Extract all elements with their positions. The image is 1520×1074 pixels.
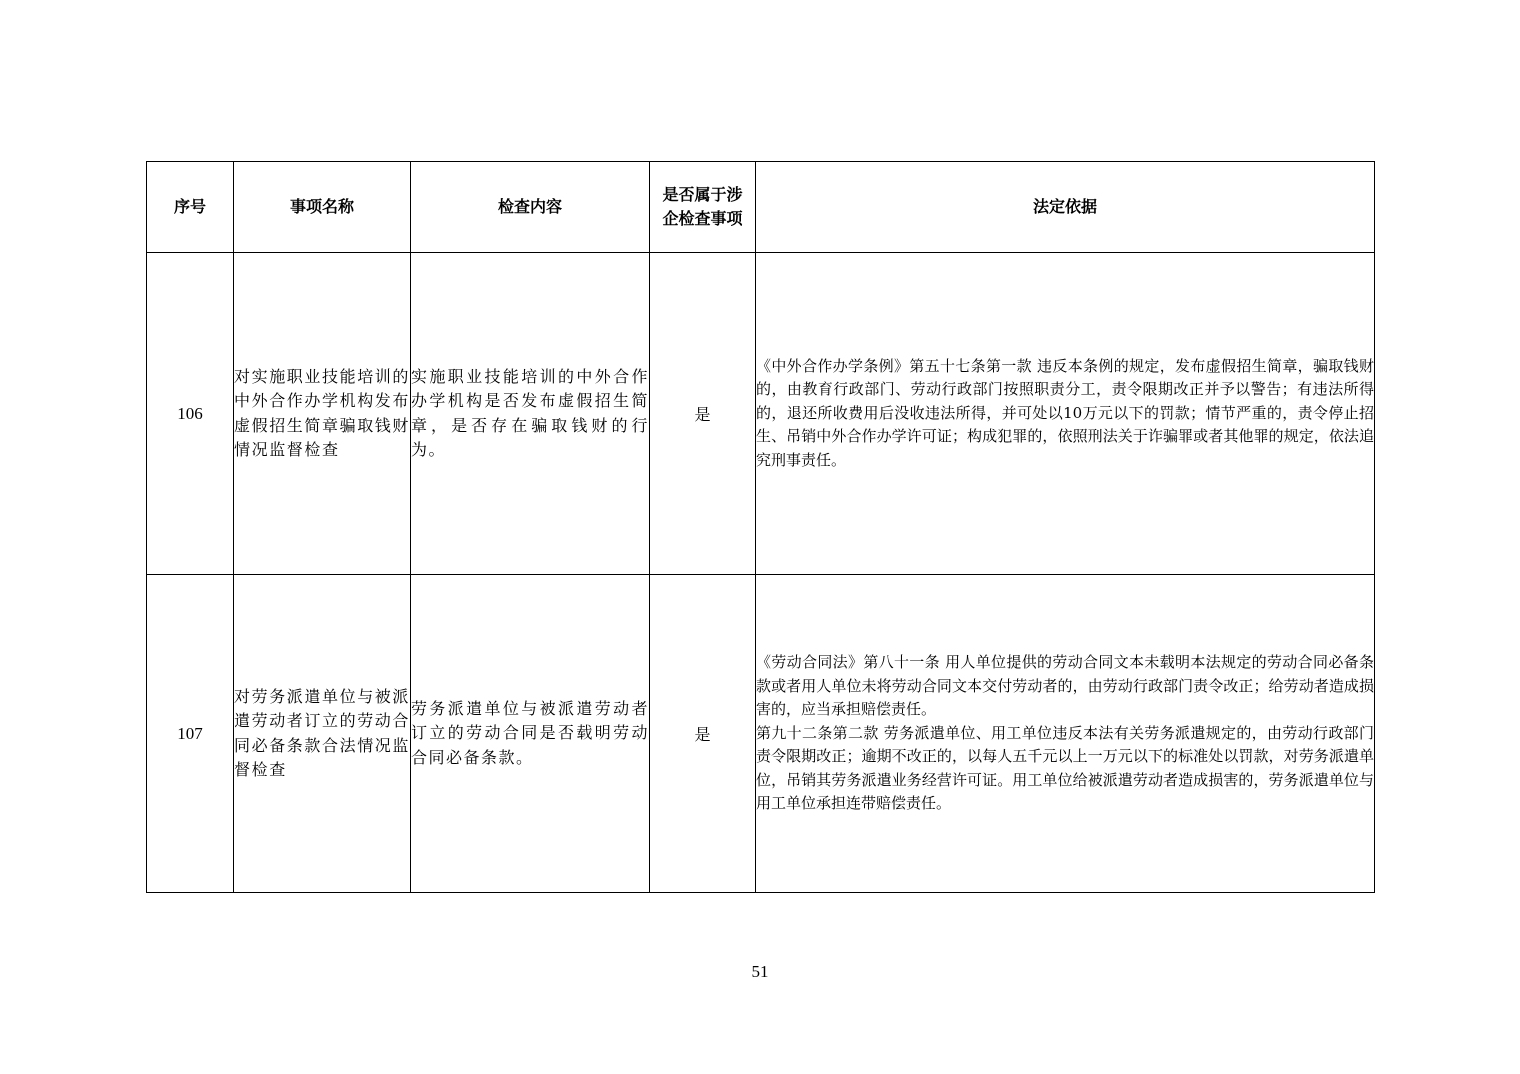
page-number: 51 bbox=[751, 962, 769, 981]
header-content: 检查内容 bbox=[411, 162, 650, 253]
row-seq: 106 bbox=[147, 253, 234, 575]
legal-basis-paragraph: 第九十二条第二款 劳务派遣单位、用工单位违反本法有关劳务派遣规定的，由劳动行政部门责令限期改正；逾期不改正的，以每人五千元以上一万元以下的标准处以罚款，对劳务派遣单位，吊销其劳务派遣业务经营许可证。用工单位给被派遣劳动者造成损害的，劳务派遣单位与用工单位承担连带赔偿责任。 bbox=[756, 723, 1374, 813]
row-legal-basis bbox=[756, 575, 1375, 893]
header-seq: 序号 bbox=[147, 162, 234, 253]
row-enterprise-related: 是 bbox=[650, 575, 756, 893]
header-enterprise-related bbox=[650, 162, 756, 253]
legal-basis-paragraph: 《劳动合同法》第八十一条 用人单位提供的劳动合同文本未载明本法规定的劳动合同必备条款或者用人单位未将劳动合同文本交付劳动者的，由劳动行政部门责令改正；给劳动者造成损害的，应当承担赔偿责任。 bbox=[756, 653, 1374, 719]
header-legal-basis: 法定依据 bbox=[756, 162, 1375, 253]
table-row bbox=[147, 253, 1375, 575]
row-content: 实施职业技能培训的中外合作办学机构是否发布虚假招生简章，是否存在骗取钱财的行为。 bbox=[411, 253, 650, 575]
row-content: 劳务派遣单位与被派遣劳动者订立的劳动合同是否载明劳动合同必备条款。 bbox=[411, 575, 650, 893]
row-item-name: 对实施职业技能培训的中外合作办学机构发布虚假招生简章骗取钱财情况监督检查 bbox=[234, 253, 411, 575]
row-legal-basis bbox=[756, 253, 1375, 575]
row-enterprise-related: 是 bbox=[650, 253, 756, 575]
row-seq: 107 bbox=[147, 575, 234, 893]
inspection-items-table bbox=[146, 161, 1375, 893]
row-item-name: 对劳务派遣单位与被派遣劳动者订立的劳动合同必备条款合法情况监督检查 bbox=[234, 575, 411, 893]
table-header-row bbox=[147, 162, 1375, 253]
legal-basis-paragraph: 《中外合作办学条例》第五十七条第一款 违反本条例的规定，发布虚假招生简章，骗取钱财的，由教育行政部门、劳动行政部门按照职责分工，责令限期改正并予以警告；有违法所得的，退还所收费用后没收违法所得，并可处以10万元以下的罚款；情节严重的，责令停止招生、吊销中外合作办学许可证；构成犯罪的，依照刑法关于诈骗罪或者其他罪的规定，依法追究刑事责任。 bbox=[756, 356, 1374, 469]
header-item-name: 事项名称 bbox=[234, 162, 411, 253]
header-enterprise-related-label: 是否属于涉企检查事项 bbox=[662, 185, 743, 228]
table-row bbox=[147, 575, 1375, 893]
